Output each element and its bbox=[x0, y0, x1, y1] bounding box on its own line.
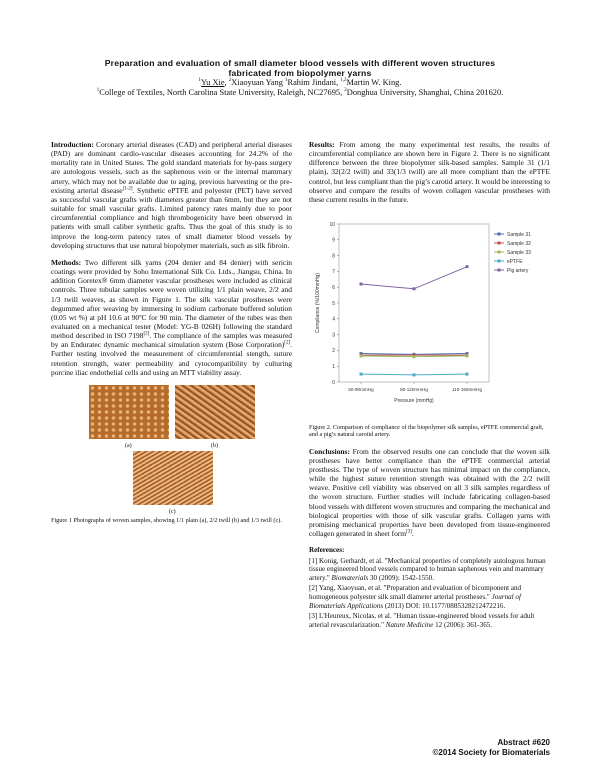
author-list: $^1$Yu Xie, $^2$Xiaoyuan Yang $^1$Rahim Jindani, $^{1,2}$Martin W. King. bbox=[198, 78, 402, 87]
y-tick-label: 9 bbox=[332, 237, 335, 244]
y-tick-label: 1 bbox=[332, 364, 335, 371]
legend-marker bbox=[498, 269, 501, 272]
section-heading: Results: bbox=[309, 140, 335, 149]
y-tick-label: 2 bbox=[332, 348, 335, 355]
author-name: Martin W. King. bbox=[346, 78, 402, 87]
legend-label: ePTFE bbox=[507, 258, 523, 265]
left-column bbox=[51, 140, 292, 555]
figure-1 bbox=[51, 385, 292, 555]
data-point bbox=[413, 373, 416, 376]
author-block bbox=[40, 78, 560, 98]
title-line-1: Preparation and evaluation of small diameter blood vessels with different woven structures bbox=[104, 58, 496, 68]
citation: [3] bbox=[406, 529, 412, 535]
footer bbox=[433, 738, 551, 758]
legend-label: Sample 33 bbox=[507, 249, 531, 256]
section-heading: Conclusions: bbox=[309, 446, 350, 456]
citation: [2] bbox=[143, 331, 150, 337]
reference-text: (2013) DOI: 10.1177/0885328212472216. bbox=[383, 602, 506, 611]
photo-1-3-twill bbox=[133, 451, 213, 505]
reference-3 bbox=[309, 612, 550, 630]
legend-label: Sample 32 bbox=[507, 240, 531, 247]
right-column bbox=[309, 140, 550, 631]
paragraph-text: . The compliance of the samples was measured by an Enduratec dynamic mechanical simulation system (Bose Corporation) bbox=[51, 331, 293, 350]
affiliations bbox=[40, 88, 560, 98]
reference-journal: Nature Medicine bbox=[385, 621, 434, 630]
author-sup: 1 bbox=[198, 78, 202, 84]
abstract-number: Abstract #620 bbox=[497, 738, 550, 747]
data-point bbox=[466, 373, 469, 376]
aff-sup: 1 bbox=[96, 88, 100, 94]
paragraph-text: . Synthetic ePTFE and polyester (PET) have served as successful vascular grafts with diameters greater than 6mm, but they are not suitable for small vascular grafts. Limited patency rates mainly due to poor circumferential compliance and high thrombogenicity have been observed in patients with small caliber synthetic grafts. Thus the goal of this study is to improve the long-term patency rates of small diameter blood vessels by developing structures that use natural biopolymer materials, such as silk fibroin. bbox=[51, 185, 292, 250]
legend-marker bbox=[498, 242, 501, 245]
author-sup: 1,2 bbox=[340, 78, 347, 84]
reference-2 bbox=[309, 584, 550, 610]
section-heading: References: bbox=[309, 546, 345, 555]
figure-2 bbox=[309, 212, 550, 439]
paragraph-text: Coronary arterial diseases (CAD) and peripheral arterial diseases (PAD) are dominant cardio-vascular diseases accounting for 24.2% of the mortality rate in United States. The gold standard materials for by-pass surgery are autologous vessels, such as the saphenous vein or the internal mammary artery, which may not be available due to aging, previous harvesting or the pre-existing arterial disease bbox=[51, 140, 292, 195]
paper-title bbox=[40, 58, 560, 78]
aff-sup: 2 bbox=[344, 88, 347, 94]
reference-journal: Biomaterials bbox=[331, 574, 369, 583]
x-tick-label: 50-90mmHg bbox=[348, 387, 374, 393]
legend-marker bbox=[498, 251, 501, 254]
reference-text: 12 (2006): 361-365. bbox=[433, 621, 493, 630]
author-sup: 2 bbox=[228, 78, 232, 84]
author-name: Xiaoyuan Yang bbox=[231, 78, 283, 87]
reference-text: [3] L'Heureux, Nicolas, et al. "Human tissue-engineered blood vessels for adult arterial revascularization." bbox=[309, 612, 535, 630]
y-tick-label: 8 bbox=[332, 253, 335, 260]
x-tick-label: 80-120mmHg bbox=[400, 387, 428, 393]
paragraph-text: . bbox=[411, 529, 414, 539]
y-tick-label: 6 bbox=[332, 285, 335, 292]
affiliation-2: Donghua University, Shanghai, China 201620. bbox=[346, 88, 504, 97]
paragraph-text: Two different silk yarns (204 denier and 84 denier) with sericin coatings were provided by Soho International Silk Co. Ltds., Jiangsu, China. In addition Goretex® 6mm diameter vascular prostheses were included as clinical controls. Three tubular samples were woven utilizing 1/1 plain weave, 2/2 and 1/3 twill weaves, as shown in Figure 1. The silk vascular prostheses were degummed after weaving by immersing in sodium carbonate buffered solution (0.05 wt %) at pH 10.6 at 90ºC for 90 min. The diameter of the tubes was then evaluated on a mechanical tester (Model: YG-B 026H) following the standard method described in ISO 7198 bbox=[51, 257, 292, 341]
author-presenting: Yu Xie bbox=[201, 78, 225, 87]
conclusions-section bbox=[309, 447, 550, 539]
compliance-chart bbox=[309, 212, 550, 422]
data-point bbox=[413, 355, 416, 358]
photo-2-2-twill bbox=[175, 385, 255, 439]
fig1-label-a: (a) bbox=[125, 442, 132, 449]
reference-1 bbox=[309, 557, 550, 583]
y-tick-label: 3 bbox=[332, 332, 335, 339]
legend-label: Pig artery bbox=[507, 267, 529, 274]
data-point bbox=[413, 287, 416, 290]
plot-area bbox=[339, 224, 489, 382]
section-heading: Introduction: bbox=[51, 140, 94, 149]
paragraph-text: . Further testing involved the measurement of circumferential stength, suture retention strength, water permeability and cytocompatibility by culturing porcine iliac endothelial cells and using an MTT viability assay. bbox=[51, 340, 292, 377]
copyright: ©2014 Society for Biomaterials bbox=[432, 748, 550, 757]
results-section bbox=[309, 140, 550, 204]
photo-plain-weave bbox=[89, 385, 169, 439]
legend-label: Sample 31 bbox=[507, 231, 531, 238]
citation: [1-2] bbox=[122, 186, 133, 192]
affiliation-1: College of Textiles, North Carolina State University, Raleigh, NC27695, bbox=[99, 88, 343, 97]
x-tick-label: 110-150mmHg bbox=[451, 387, 483, 393]
y-tick-label: 7 bbox=[332, 269, 335, 276]
legend-marker bbox=[498, 260, 501, 263]
reference-text: [2] Yang, Xiaoyuan, et al. "Preparation and evaluation of bicomponent and homogeneous polyester silk small diameter arterial prostheses." bbox=[309, 584, 522, 602]
y-tick-label: 4 bbox=[332, 316, 335, 323]
author-sup: 1 bbox=[284, 78, 288, 84]
title-line-2: fabricated from biopolymer yarns bbox=[228, 68, 372, 78]
series-line bbox=[361, 267, 467, 289]
y-axis-label: Compliance (%/100mmHg) bbox=[315, 273, 321, 334]
fig1-label-c: (c) bbox=[169, 508, 176, 515]
section-heading: Methods: bbox=[51, 257, 82, 267]
reference-text: [1] Konig, Gerhardt, et al. "Mechanical properties of completely autologous human tissue engineered blood vessels compared to human saphenous vein and mammary artery." bbox=[309, 556, 546, 583]
reference-journal: Journal of Biomaterials Applications bbox=[309, 593, 521, 611]
methods-section bbox=[51, 258, 292, 377]
paragraph-text: From the observed results one can conclude that the woven silk prostheses have better compliance than the ePTFE commercial arterial prosthesis. The type of woven structure has minimal impact on the compliance, while the highest suture retention strength was obtained with the 2/2 twill weave. Positive cell viability was observed on all 3 silk samples regardless of the woven structure. Further studies will include fabricating collagen-based blood vessels with different woven structures and comparing the mechanical and biological properties with those of silk vascular grafts. Collagen yarns with promising mechanical properties have been developed from tissue-engineered collagen generated in sheet form bbox=[309, 446, 550, 539]
data-point bbox=[360, 355, 363, 358]
references-section bbox=[309, 546, 550, 630]
author-name: Rahim Jindani bbox=[287, 78, 337, 87]
paragraph-text: From among the many experimental test results, the results of circumferential compliance are shown here in Figure 2. There is no significant difference between the three biopolymer silk-based samples. Sample 31 (1/1 plain), 32(2/2 twill) and 33(1/3 twill) are all more compliant than the ePTFE control, but less compliant than the pig’s carotid artery. It would be interesting to observe and compare the results of woven collagen vascular prostheses with these current results in the future. bbox=[309, 140, 550, 204]
introduction-section bbox=[51, 140, 292, 250]
figure-2-caption: Figure 2. Comparison of compliance of the biopolymer silk samples, ePTFE commercial graft, and a pig’s natural carotid artery. bbox=[309, 424, 544, 439]
compliance-chart-svg bbox=[309, 212, 550, 422]
x-axis-label: Pressure (mmHg) bbox=[394, 398, 434, 405]
data-point bbox=[466, 265, 469, 268]
fig1-label-b: (b) bbox=[211, 442, 218, 449]
citation: [2] bbox=[284, 340, 291, 346]
y-tick-label: 0 bbox=[332, 379, 335, 386]
data-point bbox=[360, 373, 363, 376]
legend-marker bbox=[498, 233, 501, 236]
data-point bbox=[360, 283, 363, 286]
figure-1-caption: Figure 1 Photographs of woven samples, showing 1/1 plain (a), 2/2 twill (b) and 1/3 twill (c). bbox=[51, 516, 282, 524]
reference-text: 30 (2009): 1542-1550. bbox=[368, 574, 434, 583]
y-tick-label: 5 bbox=[332, 300, 335, 307]
data-point bbox=[466, 355, 469, 358]
y-tick-label: 10 bbox=[329, 221, 335, 228]
